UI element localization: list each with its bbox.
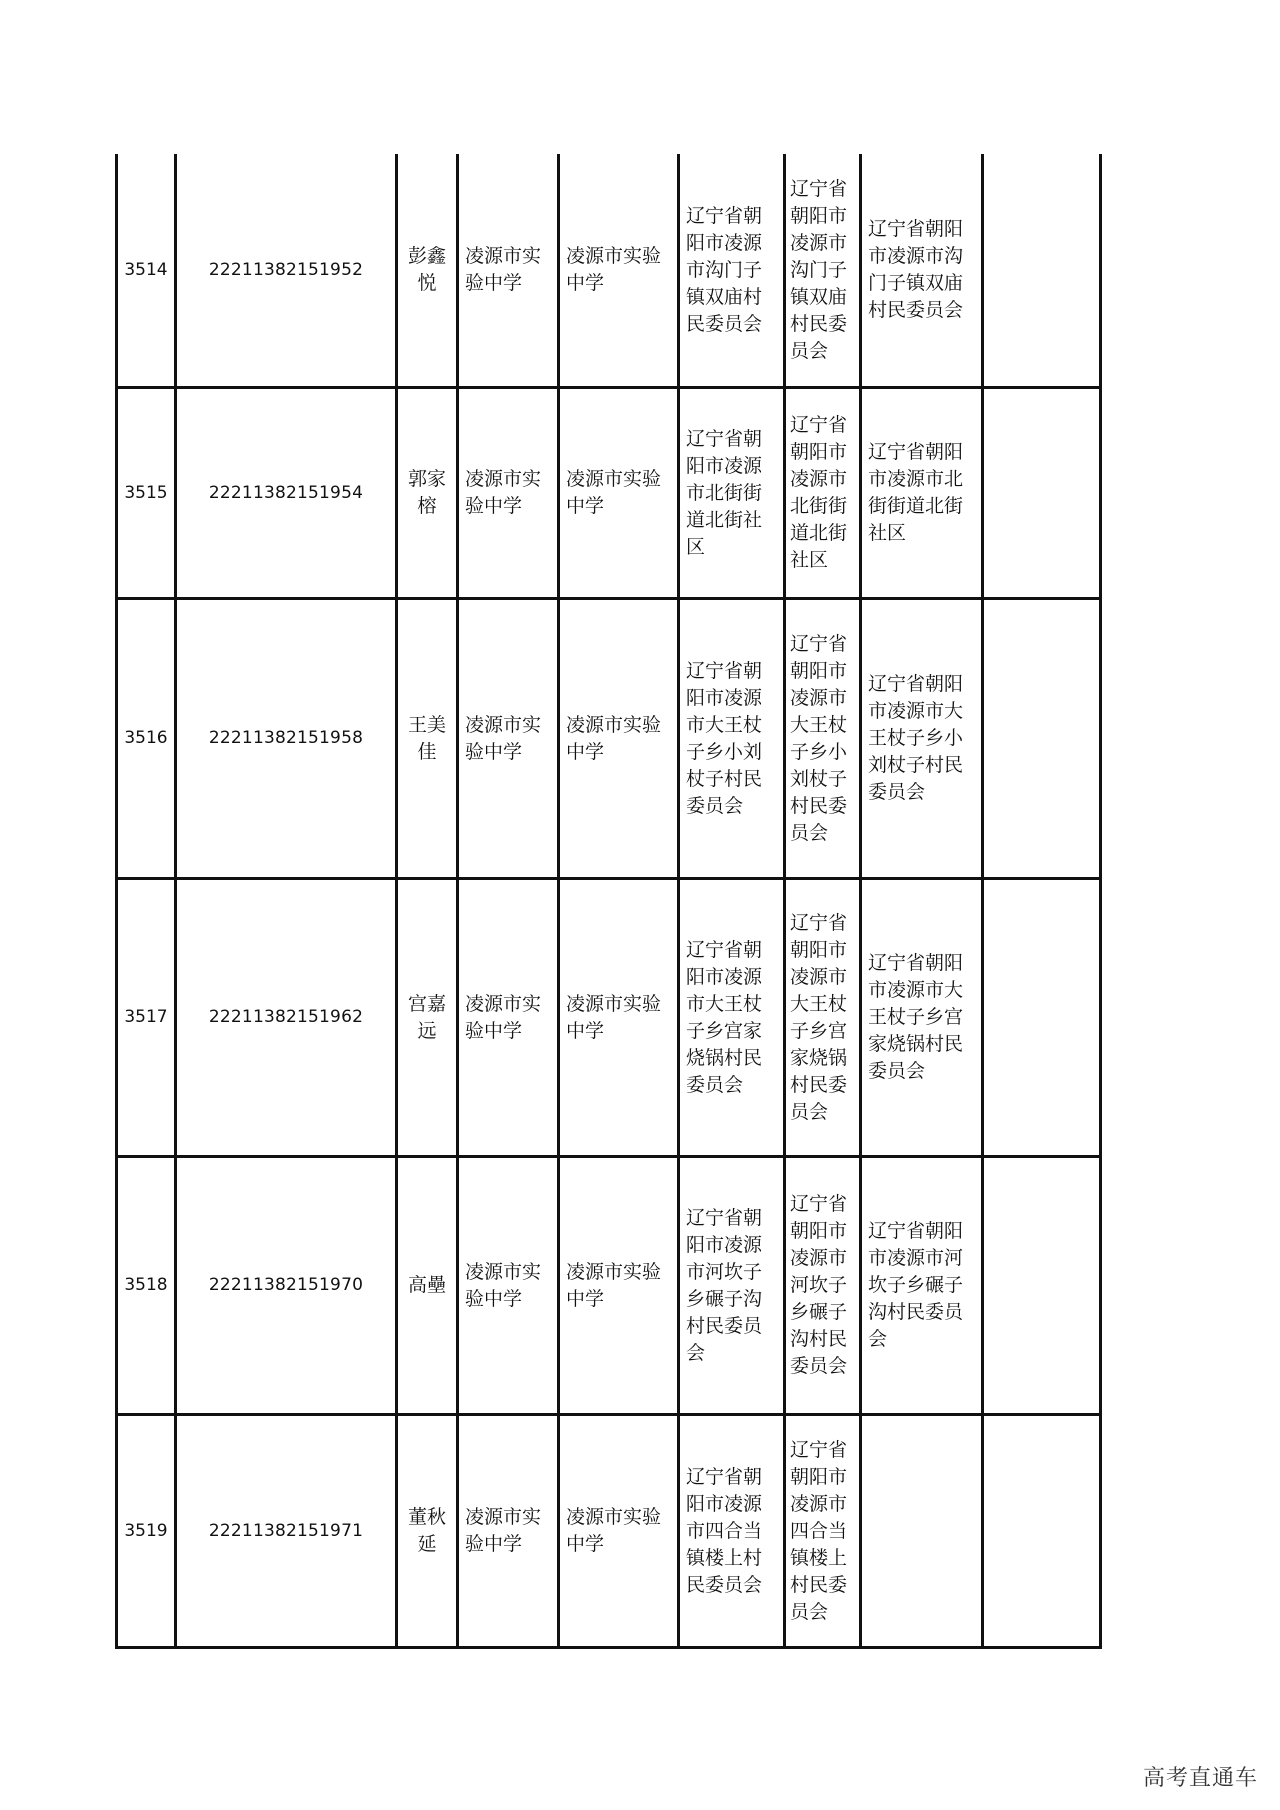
name-cell: 郭家榕 [395,389,456,597]
record-table [115,154,1102,1649]
school-cell-2: 凌源市实验中学 [557,1158,677,1413]
school-cell: 凌源市实验中学 [456,389,557,597]
extra-cell [981,600,1102,877]
address-cell: 辽宁省朝阳市凌源市河坎子乡碾子沟村民委员会 [677,1158,783,1413]
address-cell: 辽宁省朝阳市凌源市沟门子镇双庙村民委员会 [677,154,783,386]
seq-cell: 3519 [115,1416,174,1646]
seq-cell: 3516 [115,600,174,877]
address-cell: 辽宁省朝阳市凌源市大王杖子乡宫家烧锅村民委员会 [677,880,783,1155]
address-cell-2: 辽宁省朝阳市凌源市北街街道北街社区 [783,389,859,597]
seq-cell: 3515 [115,389,174,597]
table-row [115,880,1102,1158]
seq-cell: 3518 [115,1158,174,1413]
extra-cell [981,389,1102,597]
address-cell-2: 辽宁省朝阳市凌源市四合当镇楼上村民委员会 [783,1416,859,1646]
id-cell: 22211382151954 [174,389,395,597]
school-cell: 凌源市实验中学 [456,880,557,1155]
address-cell-2: 辽宁省朝阳市凌源市河坎子乡碾子沟村民委员会 [783,1158,859,1413]
id-cell: 22211382151952 [174,154,395,386]
school-cell: 凌源市实验中学 [456,1416,557,1646]
extra-cell [981,154,1102,386]
name-cell: 王美佳 [395,600,456,877]
table-row [115,600,1102,880]
name-cell: 董秋延 [395,1416,456,1646]
id-cell: 22211382151962 [174,880,395,1155]
address-cell-3: 辽宁省朝阳市凌源市大王杖子乡宫家烧锅村民委员会 [859,880,981,1155]
school-cell-2: 凌源市实验中学 [557,389,677,597]
address-cell-3: 辽宁省朝阳市凌源市沟门子镇双庙村民委员会 [859,154,981,386]
address-cell-3: 辽宁省朝阳市凌源市河坎子乡碾子沟村民委员会 [859,1158,981,1413]
address-cell: 辽宁省朝阳市凌源市四合当镇楼上村民委员会 [677,1416,783,1646]
school-cell: 凌源市实验中学 [456,1158,557,1413]
table-row [115,1158,1102,1416]
id-cell: 22211382151970 [174,1158,395,1413]
table-row [115,389,1102,600]
id-cell: 22211382151958 [174,600,395,877]
address-cell-2: 辽宁省朝阳市凌源市大王杖子乡宫家烧锅村民委员会 [783,880,859,1155]
address-cell-3: 辽宁省朝阳市凌源市大王杖子乡小刘杖子村民委员会 [859,600,981,877]
school-cell-2: 凌源市实验中学 [557,880,677,1155]
address-cell: 辽宁省朝阳市凌源市北街街道北街社区 [677,389,783,597]
name-cell: 彭鑫悦 [395,154,456,386]
table-row [115,154,1102,389]
address-cell-3: 辽宁省朝阳市凌源市北街街道北街社区 [859,389,981,597]
extra-cell [981,1158,1102,1413]
seq-cell: 3517 [115,880,174,1155]
table-row [115,1416,1102,1649]
address-cell-2: 辽宁省朝阳市凌源市沟门子镇双庙村民委员会 [783,154,859,386]
watermark-text: 高考直通车 [1142,1766,1258,1791]
address-cell: 辽宁省朝阳市凌源市大王杖子乡小刘杖子村民委员会 [677,600,783,877]
address-cell-2: 辽宁省朝阳市凌源市大王杖子乡小刘杖子村民委员会 [783,600,859,877]
name-cell: 宫嘉远 [395,880,456,1155]
address-cell-3 [859,1416,981,1646]
id-cell: 22211382151971 [174,1416,395,1646]
school-cell-2: 凌源市实验中学 [557,600,677,877]
name-cell: 高壘 [395,1158,456,1413]
extra-cell [981,1416,1102,1646]
school-cell-2: 凌源市实验中学 [557,154,677,386]
school-cell: 凌源市实验中学 [456,154,557,386]
school-cell: 凌源市实验中学 [456,600,557,877]
extra-cell [981,880,1102,1155]
seq-cell: 3514 [115,154,174,386]
school-cell-2: 凌源市实验中学 [557,1416,677,1646]
